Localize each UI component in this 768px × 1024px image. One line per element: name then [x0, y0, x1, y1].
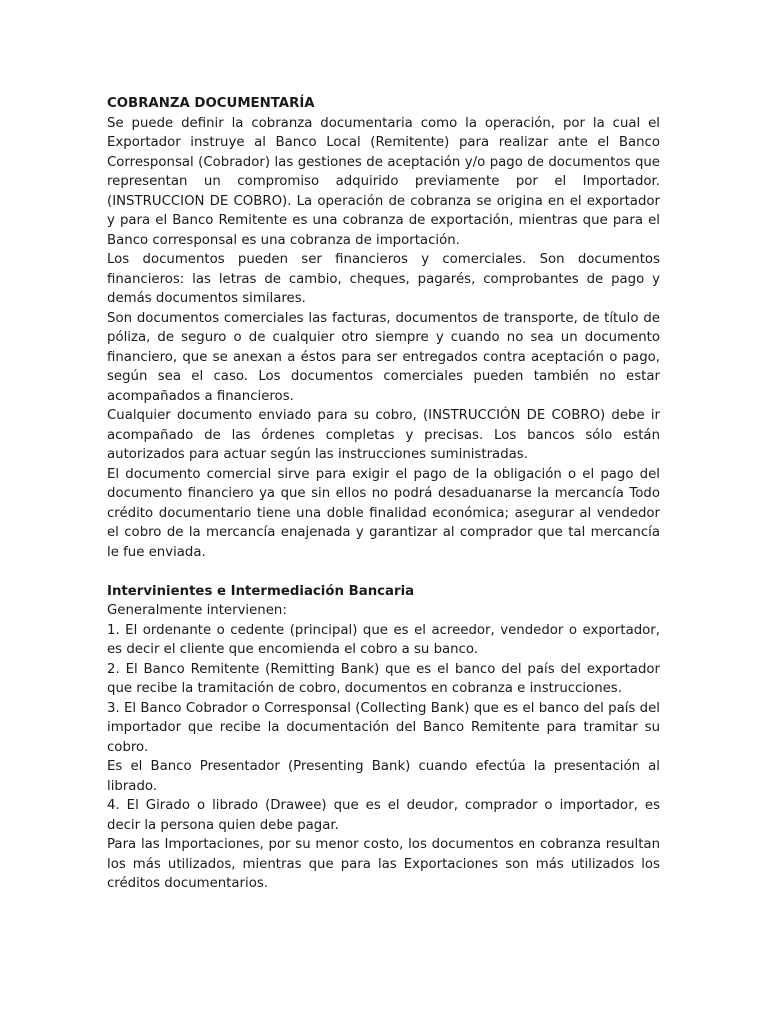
- list-item-girado: 4. El Girado o librado (Drawee) que es el deudor, comprador o importador, es decir la persona quien debe pagar.: [107, 798, 660, 833]
- section-title-intervinientes: Intervinientes e Intermediación Bancaria: [107, 583, 415, 599]
- paragraph-importaciones: Para las Importaciones, por su menor costo, los documentos en cobranza resultan los más utilizados, mientras que para las Exportaciones son más utilizados los créditos documentarios.: [107, 837, 660, 891]
- section-spacer: [107, 562, 660, 582]
- paragraph-definition: Se puede definir la cobranza documentaria como la operación, por la cual el Exportador instruye al Banco Local (Remitente) para realizar ante el Banco Corresponsal (Cobrador) las gestiones de aceptación y/o pago de documentos que representan un compromiso adquirido previamente por el Importador. (INSTRUCCION DE COBRO). La operación de cobranza se origina en el exportador y para el Banco Remitente es una cobranza de exportación, mientras que para el Banco corresponsal es una cobranza de importación.: [107, 115, 660, 248]
- paragraph-banco-presentador: Es el Banco Presentador (Presenting Bank) cuando efectúa la presentación al librado.: [107, 759, 660, 794]
- list-item-banco-remitente: 2. El Banco Remitente (Remitting Bank) que es el banco del país del exportador que recibe la tramitación de cobro, documentos en cobranza e instrucciones.: [107, 661, 660, 696]
- document-page: [107, 94, 660, 894]
- paragraph-document-types: Los documentos pueden ser financieros y comerciales. Son documentos financieros: las letras de cambio, cheques, pagarés, comprobantes de pago y demás documentos similares.: [107, 252, 660, 306]
- paragraph-intro: Generalmente intervienen:: [107, 603, 287, 618]
- paragraph-commercial-purpose: El documento comercial sirve para exigir el pago de la obligación o el pago del documento financiero ya que sin ellos no podrá desaduanarse la mercancía Todo crédito documentario tiene una doble finalidad económica; asegurar al vendedor el cobro de la mercancía enajenada y garantizar al comprador que tal mercancía le fue enviada.: [107, 466, 660, 560]
- paragraph-collection-instruction: Cualquier documento enviado para su cobro, (INSTRUCCIÓN DE COBRO) debe ir acompañado de las órdenes completas y precisas. Los bancos sólo están autorizados para actuar según las instrucciones suministradas.: [107, 408, 660, 462]
- section-title-cobranza: COBRANZA DOCUMENTARÍA: [107, 96, 315, 111]
- list-item-banco-cobrador: 3. El Banco Cobrador o Corresponsal (Collecting Bank) que es el banco del país del importador que recibe la documentación del Banco Remitente para tramitar su cobro.: [107, 700, 660, 755]
- list-item-ordenante: 1. El ordenante o cedente (principal) que es el acreedor, vendedor o exportador, es decir el cliente que encomienda el cobro a su banco.: [107, 622, 660, 657]
- paragraph-commercial-documents: Son documentos comerciales las facturas, documentos de transporte, de título de póliza, de seguro o de cualquier otro siempre y cuando no sea un documento financiero, que se anexan a éstos para ser entregados contra aceptación o pago, según sea el caso. Los documentos comerciales pueden también no estar acompañados a financieros.: [107, 310, 660, 404]
